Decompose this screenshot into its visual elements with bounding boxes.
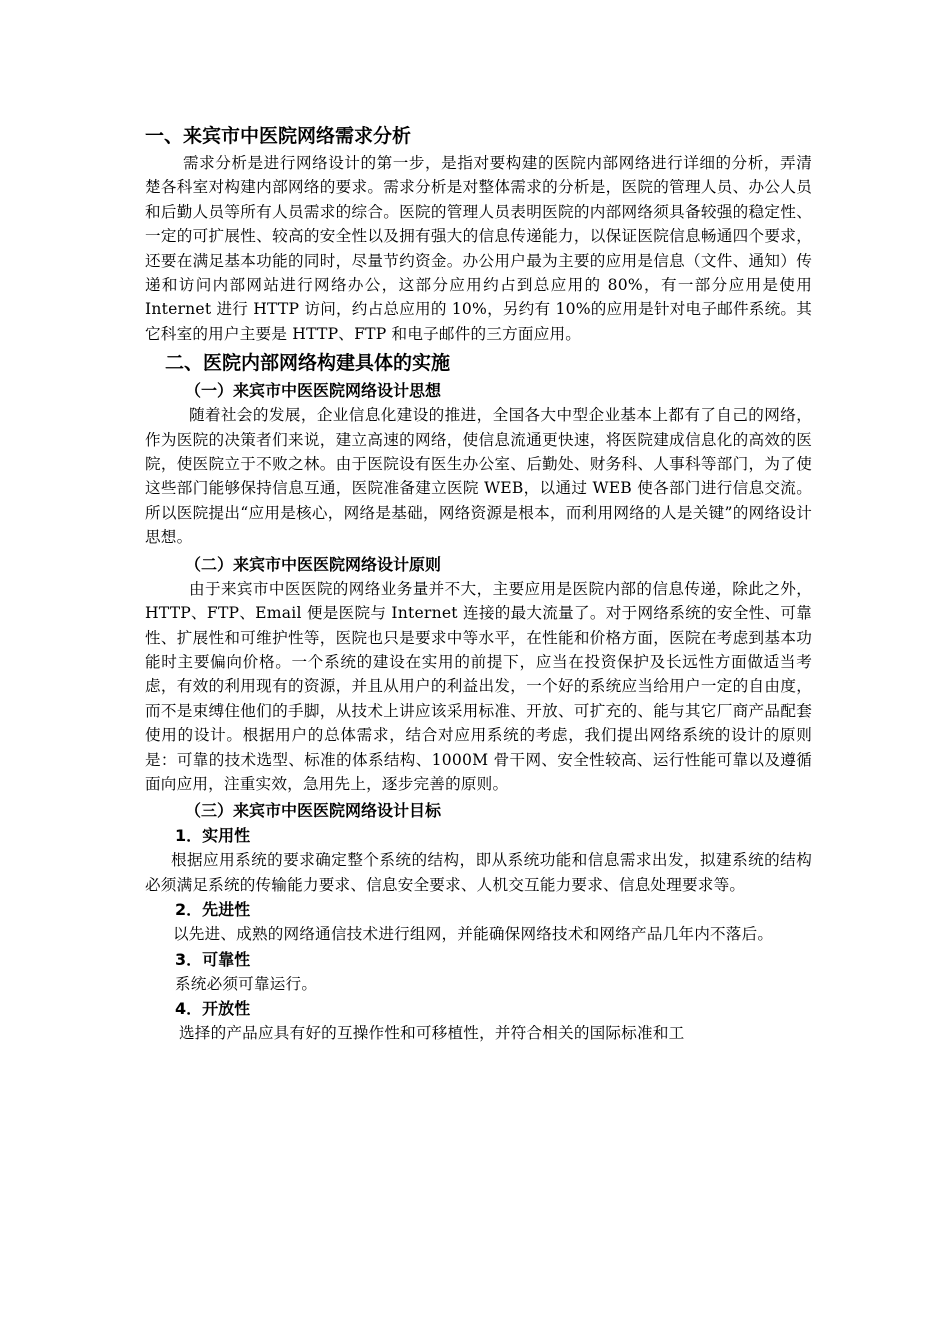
goal-item-title: 1．实用性 [175, 826, 251, 846]
subsection-1-paragraph: 随着社会的发展，企业信息化建设的推进，全国各大中型企业基本上都有了自己的网络，作为医院的决策者们来说，建立高速的网络，使信息流通更快速，将医院建成信息化的高效的医院，使医院立于不败之林。由于医院设有医生办公室、后勤处、财务科、人事科等部门，为了使这些部门能够保持信息互通，医院准备建立医院 WEB，以通过 WEB 使各部门进行信息交流。所以医院提出“应用是核心，网络是基础，网络资源是根本，而利用网络的人是关键”的网络设计思想。 [145, 406, 812, 547]
goal-item-title: 4．开放性 [175, 998, 251, 1018]
goal-item-text: 根据应用系统的要求确定整个系统的结构，即从系统功能和信息需求出发，拟建系统的结构必须满足系统的传输能力要求、信息安全要求、人机交互能力要求、信息处理要求等。 [145, 851, 812, 894]
goal-item-text: 以先进、成熟的网络通信技术进行组网，并能确保网络技术和网络产品几年内不落后。 [173, 925, 774, 944]
goal-item-text: 选择的产品应具有好的互操作性和可移植性，并符合相关的国际标准和工 [179, 1023, 685, 1042]
goal-item-title: 2．先进性 [175, 900, 251, 920]
subsection-2-paragraph: 由于来宾市中医医院的网络业务量并不大，主要应用是医院内部的信息传递，除此之外，HTTP、FTP、Email 便是医院与 Internet 连接的最大流量了。对于网络系统的安全性、可靠性、扩展性和可维护性等，医院也只是要求中等水平，在性能和价格方面，医院在考虑到基本功能时主要偏向价格。一个系统的建设在实用的前提下，应当在投资保护及长远性方面做适当考虑，有效的利用现有的资源，并且从用户的利益出发，一个好的系统应当给用户一定的自由度，而不是束缚住他们的手脚，从技术上讲应该采用标准、开放、可扩充的、能与其它厂商产品配套使用的设计。根据用户的总体需求，结合对应用系统的考虑，我们提出网络系统的设计的原则是：可靠的技术选型、标准的体系结构、1000M 骨干网、安全性较高、运行性能可靠以及遵循面向应用，注重实效，急用先上，逐步完善的原则。 [145, 579, 812, 793]
subsection-3-heading: （三）来宾市中医医院网络设计目标 [185, 801, 442, 821]
section-1-paragraph: 需求分析是进行网络设计的第一步，是指对要构建的医院内部网络进行详细的分析，弄清楚各科室对构建内部网络的要求。需求分析是对整体需求的分析是，医院的管理人员、办公人员和后勤人员等所有人员需求的综合。医院的管理人员表明医院的内部网络须具备较强的稳定性、一定的可扩展性、较高的安全性以及拥有强大的信息传递能力，以保证医院信息畅通四个要求，还要在满足基本功能的同时，尽量节约资金。办公用户最为主要的应用是信息（文件、通知）传递和访问内部网站进行网络办公，这部分应用约占到总应用的 80%，有一部分应用是使用 Internet 进行 HTTP 访问，约占总应用的 10%，另约有 10%的应用是针对电子邮件系统。其它科室的用户主要是 HTTP、FTP 和电子邮件的三方面应用。 [145, 154, 812, 343]
goal-item-title: 3．可靠性 [175, 949, 251, 969]
goal-item-text: 系统必须可靠运行。 [175, 974, 318, 993]
document-body [145, 121, 812, 1045]
subsection-2-heading: （二）来宾市中医医院网络设计原则 [185, 554, 442, 574]
section-1-heading: 一、来宾市中医院网络需求分析 [145, 125, 412, 147]
section-2-heading: 二、医院内部网络构建具体的实施 [165, 352, 451, 375]
subsection-1-heading: （一）来宾市中医医院网络设计思想 [185, 381, 442, 401]
